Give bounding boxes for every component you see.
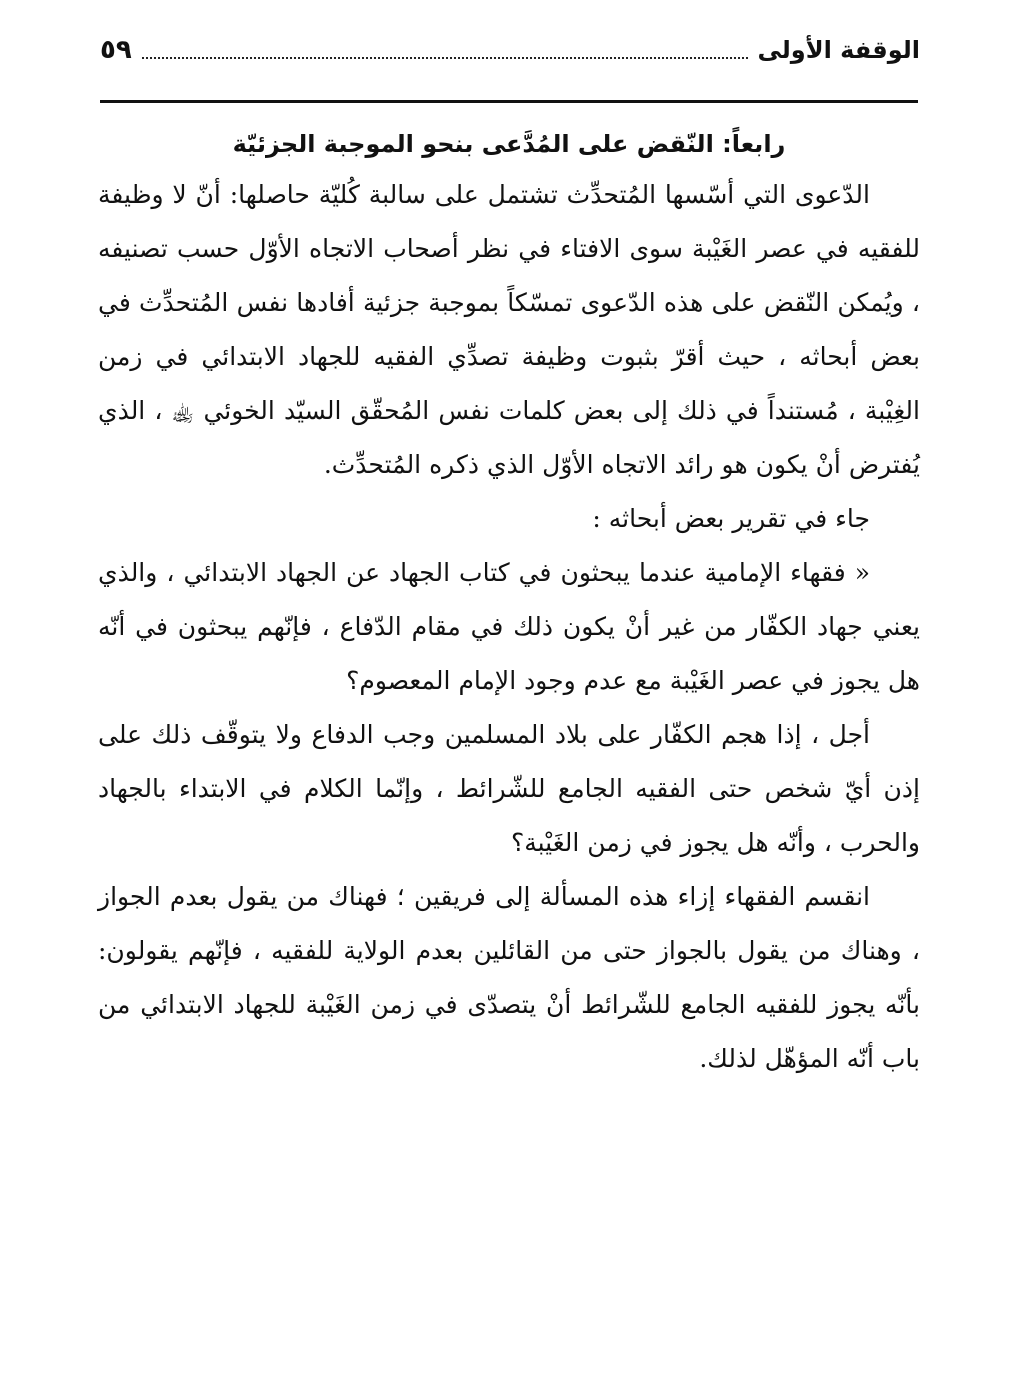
paragraph: الدّعوى التي أسّسها المُتحدِّث تشتمل على سالبة كُليّة حاصلها: أنّ لا وظيفة للفقيه في عصر الغَيْبة سوى الافتاء في نظر أصحاب الاتجاه الأوّل حسب تصنيفه ، ويُمكن النّقض على هذه الدّعوى تمسّكاً بموجبة جزئية أفادها نفس المُتحدِّث في بعض أبحاثه ، حيث أقرّ بثبوت وظيفة تصدِّي الفقيه للجهاد الابتدائي في زمن الغِيْبة ، مُستنداً في ذلك إلى بعض كلمات نفس المُحقّق السيّد الخوئي ﵀ ، الذي يُفترض أنْ يكون هو رائد الاتجاه الأوّل الذي ذكره المُتحدِّث. xyxy=(98,180,920,479)
quoted-paragraph: أجل ، إذا هجم الكفّار على بلاد المسلمين وجب الدفاع ولا يتوقّف ذلك على إذن أيّ شخص حتى الفقيه الجامع للشّرائط ، وإنّما الكلام في الابتداء بالجهاد والحرب ، وأنّه هل يجوز في زمن الغَيْبة؟ xyxy=(98,720,920,857)
running-header xyxy=(100,30,920,70)
page-number: ٥٩ xyxy=(100,35,132,65)
quoted-paragraph: « فقهاء الإمامية عندما يبحثون في كتاب الجهاد عن الجهاد الابتدائي ، والذي يعني جهاد الكفّار من غير أنْ يكون ذلك في مقام الدّفاع ، فإنّهم يبحثون في أنّه هل يجوز في عصر الغَيْبة مع عدم وجود الإمام المعصوم؟ xyxy=(98,558,920,695)
quoted-paragraph: انقسم الفقهاء إزاء هذه المسألة إلى فريقين ؛ فهناك من يقول بعدم الجواز ، وهناك من يقول بالجواز حتى من القائلين بعدم الولاية للفقيه ، فإنّهم يقولون: بأنّه يجوز للفقيه الجامع للشّرائط أنْ يتصدّى في زمن الغَيْبة للجهاد الابتدائي من باب أنّه المؤهّل لذلك. xyxy=(98,882,920,1073)
running-header-title: الوقفة الأولى xyxy=(757,36,920,64)
paragraph: جاء في تقرير بعض أبحاثه : xyxy=(592,504,870,533)
body-text xyxy=(98,168,920,1086)
header-divider xyxy=(100,100,918,103)
dot-leader xyxy=(142,57,748,59)
section-heading: رابعاً: النّقض على المُدَّعى بنحو الموجبة الجزئيّة xyxy=(232,130,786,158)
